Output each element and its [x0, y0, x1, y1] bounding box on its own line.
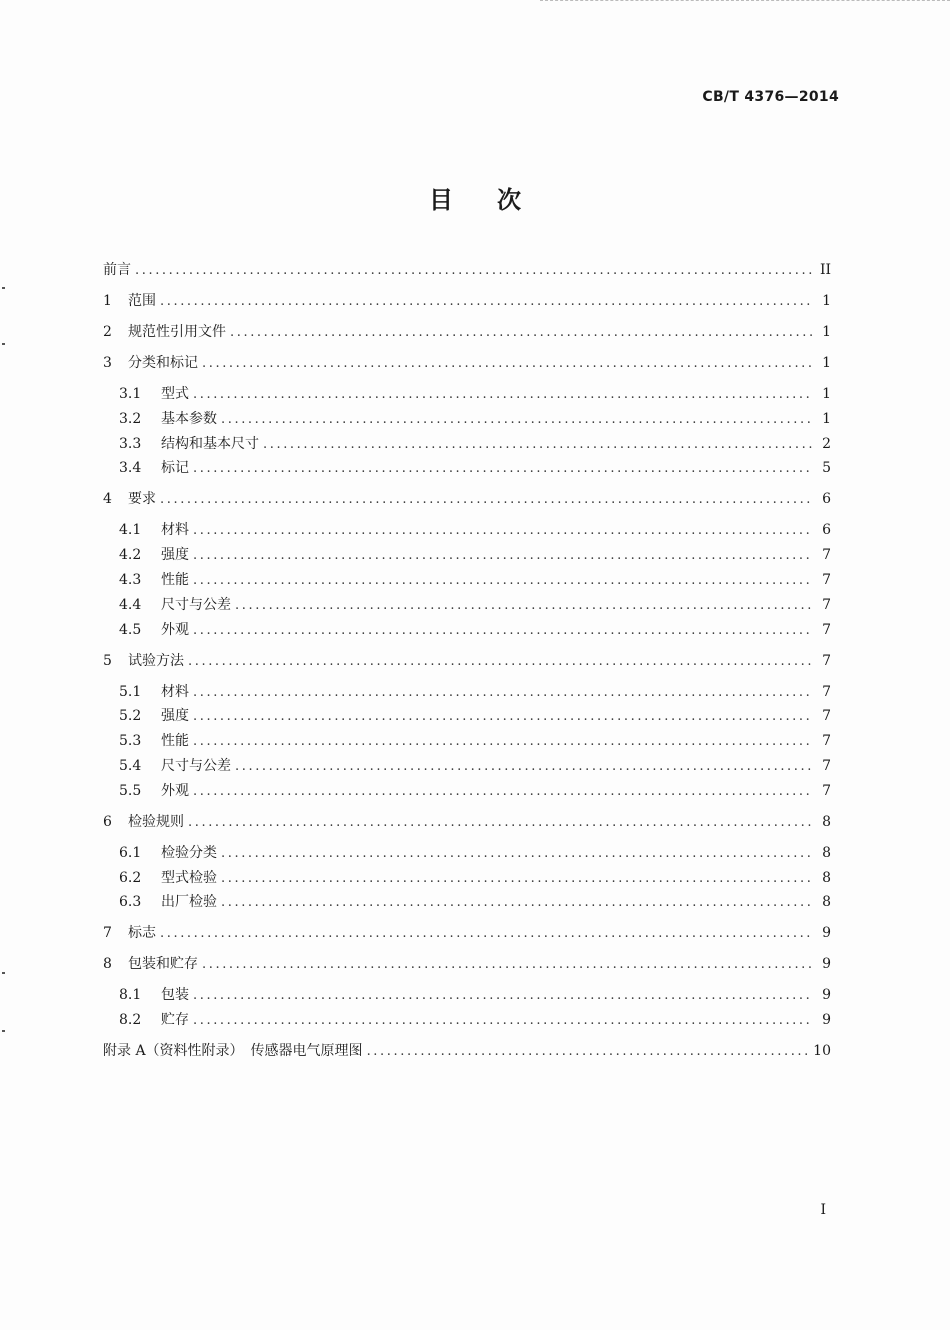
- toc-entry-title: 检验规则: [128, 813, 184, 830]
- toc-entry-number: 3.3: [119, 435, 142, 452]
- toc-entry[interactable]: [119, 456, 831, 480]
- toc-entry-page: 2: [822, 435, 831, 452]
- toc-entry[interactable]: [103, 649, 831, 673]
- toc-entry-page: 6: [822, 491, 831, 508]
- toc-entry-title: 材料: [161, 522, 189, 539]
- toc-entry[interactable]: [103, 1039, 831, 1063]
- toc-entry-title: 要求: [128, 491, 156, 508]
- toc-entry[interactable]: [119, 890, 831, 914]
- toc-entry-title: 外观: [161, 782, 189, 799]
- toc-entry-title: 强度: [161, 708, 189, 725]
- dot-leader: [202, 953, 813, 977]
- toc-entry-page: 10: [813, 1043, 831, 1060]
- toc-entry-title: 出厂检验: [161, 894, 217, 911]
- toc-entry-number: 4.5: [119, 621, 142, 638]
- dot-leader: [135, 259, 813, 283]
- toc-entry[interactable]: [103, 952, 831, 976]
- toc-entry-title: 分类和标记: [128, 355, 198, 371]
- toc-entry-page: 9: [822, 956, 831, 973]
- scan-speck: [2, 343, 5, 345]
- toc-entry[interactable]: [103, 258, 831, 282]
- toc-entry-page: 8: [822, 894, 831, 911]
- toc-entry-title: 检验分类: [161, 844, 217, 861]
- toc-entry-page: 7: [822, 572, 831, 588]
- dot-leader: [263, 433, 813, 457]
- dot-leader: [221, 891, 813, 915]
- toc-entry-number: 4.2: [119, 547, 142, 564]
- toc-entry-title: 贮存: [161, 1012, 189, 1029]
- toc-entry-page: 1: [822, 386, 831, 402]
- toc-entry[interactable]: [103, 921, 831, 945]
- toc-entry-number: 6.1: [119, 844, 142, 861]
- toc-entry-number: 5.2: [119, 708, 142, 725]
- toc-entry-title: 前言: [103, 262, 131, 278]
- toc-entry[interactable]: [119, 754, 831, 778]
- toc-entry-number: 3.2: [119, 410, 142, 427]
- toc-entry[interactable]: [119, 983, 831, 1007]
- dot-leader: [188, 811, 813, 835]
- standard-number: CB/T 4376—2014: [702, 89, 839, 105]
- toc-entry[interactable]: [119, 543, 831, 567]
- toc-entry-page: 1: [822, 355, 831, 371]
- dot-leader: [221, 408, 813, 432]
- toc-entry-page: 8: [822, 869, 831, 886]
- dot-leader: [160, 290, 813, 314]
- toc-entry-page: 5: [822, 460, 831, 477]
- toc-entry-page: 7: [822, 596, 831, 613]
- toc-entry-page: II: [819, 262, 831, 278]
- toc-entry-title: 范围: [128, 293, 156, 309]
- toc-entry[interactable]: [119, 866, 831, 890]
- toc-entry-title: 材料: [161, 683, 189, 700]
- dot-leader: [160, 922, 813, 946]
- toc-entry-title: 强度: [161, 547, 189, 564]
- toc-entry-number: 7: [103, 925, 112, 942]
- toc-entry-title: 尺寸与公差: [161, 758, 231, 774]
- scan-speck: [2, 1030, 5, 1032]
- dot-leader: [193, 457, 813, 481]
- toc-entry-number: 5.1: [119, 683, 142, 700]
- toc-entry-number: 3.4: [119, 460, 142, 477]
- toc-entry-title: 型式: [161, 386, 189, 402]
- toc-entry-title: 包装: [161, 987, 189, 1004]
- toc-entry[interactable]: [119, 779, 831, 803]
- toc-entry-page: 7: [822, 733, 831, 750]
- toc-entry-title: 性能: [161, 733, 189, 750]
- toc-entry-number: 5.4: [119, 758, 142, 774]
- toc-entry-page: 9: [822, 1012, 831, 1029]
- toc-entry[interactable]: [119, 593, 831, 617]
- toc-entry-number: 3.1: [119, 386, 142, 402]
- toc-entry-number: 6: [103, 813, 112, 830]
- dot-leader: [235, 755, 813, 779]
- toc-entry-page: 1: [822, 324, 831, 340]
- toc-entry-page: 8: [822, 813, 831, 830]
- toc-entry-page: 8: [822, 844, 831, 861]
- toc-entry-number: 8: [103, 956, 112, 973]
- toc-entry-title: 外观: [161, 621, 189, 638]
- toc-entry-page: 7: [822, 708, 831, 725]
- toc-entry-number: 5.5: [119, 782, 142, 799]
- toc-entry-page: 9: [822, 987, 831, 1004]
- toc-entry-number: 4.1: [119, 522, 142, 539]
- dot-leader: [193, 383, 813, 407]
- toc-entry[interactable]: [103, 810, 831, 834]
- toc-entry-title: 结构和基本尺寸: [161, 435, 259, 452]
- toc-entry[interactable]: [103, 320, 831, 344]
- toc-entry-number: 5.3: [119, 733, 142, 750]
- toc-entry-number: 4.4: [119, 596, 142, 613]
- toc-entry[interactable]: [119, 518, 831, 542]
- toc-entry[interactable]: [119, 382, 831, 406]
- dot-leader: [193, 681, 813, 705]
- toc-entry-title: 性能: [161, 572, 189, 588]
- toc-entry-page: 7: [822, 758, 831, 774]
- toc-entry-title: 基本参数: [161, 410, 217, 427]
- toc-entry[interactable]: [103, 487, 831, 511]
- page-number: I: [820, 1202, 826, 1218]
- toc-entry-title: 规范性引用文件: [128, 324, 226, 340]
- toc-entry-number: 4.3: [119, 572, 142, 588]
- toc-entry-number: 3: [103, 355, 112, 371]
- toc-entry[interactable]: [119, 704, 831, 728]
- page-title: 目次: [429, 186, 565, 214]
- toc-entry-number: 6.2: [119, 869, 142, 886]
- toc-entry[interactable]: [119, 841, 831, 865]
- toc-entry[interactable]: [119, 618, 831, 642]
- dot-leader: [188, 650, 813, 674]
- dot-leader: [193, 984, 813, 1008]
- scan-speck: [2, 972, 5, 974]
- dot-leader: [193, 705, 813, 729]
- toc-entry-page: 1: [822, 293, 831, 309]
- toc-entry-page: 7: [822, 683, 831, 700]
- toc-entry-title: 尺寸与公差: [161, 596, 231, 613]
- toc-entry-title: 标志: [128, 925, 156, 942]
- dot-leader: [193, 1009, 813, 1033]
- toc-entry-number: 2: [103, 324, 112, 340]
- toc-entry[interactable]: [103, 351, 831, 375]
- toc-entry-number: 6.3: [119, 894, 142, 911]
- dot-leader: [193, 569, 813, 593]
- dot-leader: [221, 867, 813, 891]
- toc-entry-number: 1: [103, 293, 112, 309]
- dot-leader: [193, 780, 813, 804]
- dot-leader: [193, 730, 813, 754]
- toc-entry-number: 5: [103, 652, 112, 669]
- toc-entry[interactable]: [103, 289, 831, 313]
- toc-entry-number: 8.2: [119, 1012, 142, 1029]
- toc-entry-title: 试验方法: [128, 652, 184, 669]
- toc-entry-title: 包装和贮存: [128, 956, 198, 973]
- toc-entry-page: 6: [822, 522, 831, 539]
- toc-entry[interactable]: [119, 1008, 831, 1032]
- toc-entry-title: 型式检验: [161, 869, 217, 886]
- toc-entry[interactable]: [119, 729, 831, 753]
- dot-leader: [235, 594, 813, 618]
- dot-leader: [367, 1040, 810, 1064]
- dot-leader: [160, 488, 813, 512]
- dot-leader: [193, 619, 813, 643]
- dot-leader: [230, 321, 813, 345]
- toc-entry-number: 4: [103, 491, 112, 508]
- toc-entry-title: 附录 A（资料性附录） 传感器电气原理图: [103, 1043, 363, 1060]
- dot-leader: [193, 519, 813, 543]
- toc-entry-page: 7: [822, 782, 831, 799]
- dot-leader: [193, 544, 813, 568]
- toc-entry[interactable]: [119, 432, 831, 456]
- dot-leader: [221, 842, 813, 866]
- toc-entry-page: 7: [822, 621, 831, 638]
- toc-entry[interactable]: [119, 407, 831, 431]
- toc-entry-title: 标记: [161, 460, 189, 477]
- toc-entry-page: 7: [822, 547, 831, 564]
- toc-entry-page: 9: [822, 925, 831, 942]
- toc-entry-page: 1: [822, 410, 831, 427]
- toc-entry[interactable]: [119, 680, 831, 704]
- toc-entry[interactable]: [119, 568, 831, 592]
- scan-edge-line: [540, 0, 950, 3]
- toc-entry-number: 8.1: [119, 987, 142, 1004]
- scan-speck: [2, 287, 5, 289]
- dot-leader: [202, 352, 813, 376]
- toc-entry-page: 7: [822, 652, 831, 669]
